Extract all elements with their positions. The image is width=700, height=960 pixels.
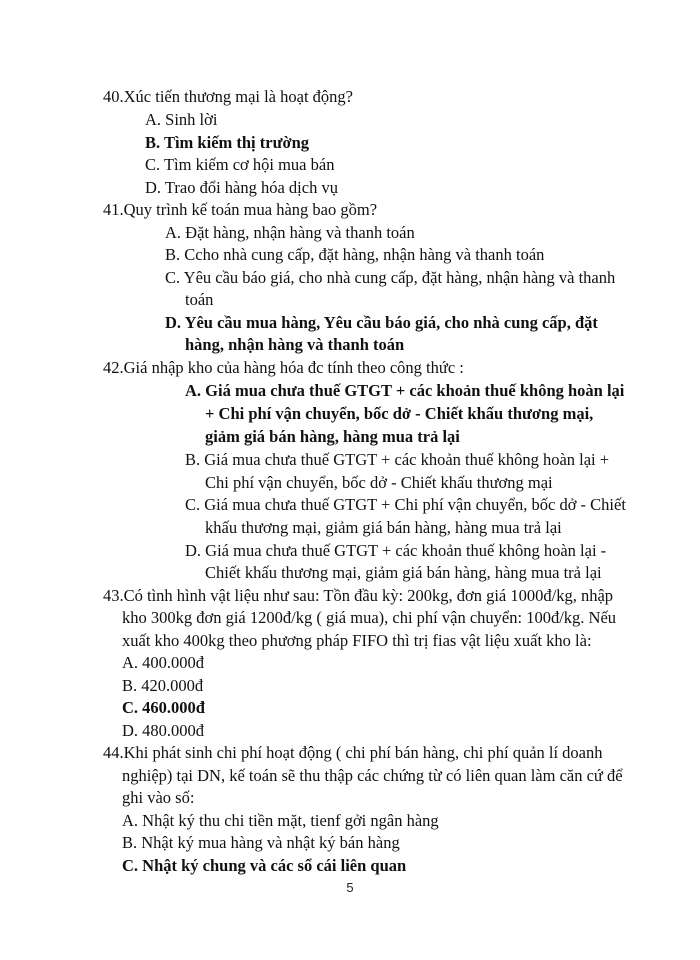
question-43-cont1: kho 300kg đơn giá 1200đ/kg ( giá mua), chi phí vận chuyển: 100đ/kg. Nếu: [122, 608, 617, 627]
question-44-cont2: ghi vào số:: [122, 788, 195, 807]
question-number: 42.: [103, 358, 124, 377]
option-42-c-cont: khấu thương mại, giảm giá bán hàng, hàng mua trả lại: [205, 518, 562, 537]
option-42-b: B. Giá mua chưa thuế GTGT + các khoản thuế không hoàn lại +: [185, 450, 610, 469]
option-42-a-correct: A. Giá mua chưa thuế GTGT + các khoản thuế không hoàn lại: [185, 381, 625, 400]
question-text: Xúc tiến thương mại là hoạt động?: [123, 87, 353, 106]
question-number: 44.: [103, 743, 124, 762]
question-40: [103, 86, 353, 108]
question-text: Quy trình kế toán mua hàng bao gồm?: [123, 200, 378, 219]
option-41-a: A. Đặt hàng, nhận hàng và thanh toán: [165, 223, 415, 242]
option-44-a: A. Nhật ký thu chi tiền mặt, tienf gởi ngân hàng: [122, 811, 439, 830]
question-number: 40.: [103, 87, 124, 106]
option-40-a: A. Sinh lời: [145, 110, 218, 129]
question-44-cont1: nghiệp) tại DN, kế toán sẽ thu thập các chứng từ có liên quan làm căn cứ để: [122, 766, 623, 785]
option-41-d-cont: hàng, nhận hàng và thanh toán: [185, 335, 405, 354]
option-41-d-correct: D. Yêu cầu mua hàng, Yêu cầu báo giá, cho nhà cung cấp, đặt: [165, 313, 598, 332]
page-number: 5: [346, 880, 354, 895]
option-42-a-cont1: + Chi phí vận chuyển, bốc dở - Chiết khấu thương mại,: [205, 404, 594, 423]
option-42-b-cont: Chi phí vận chuyển, bốc dở - Chiết khấu thương mại: [205, 473, 553, 492]
option-41-b: B. Ccho nhà cung cấp, đặt hàng, nhận hàng và thanh toán: [165, 245, 545, 264]
option-41-c-cont: toán: [185, 290, 214, 309]
option-41-c: C. Yêu cầu báo giá, cho nhà cung cấp, đặt hàng, nhận hàng và thanh: [165, 268, 616, 287]
question-text: Khi phát sinh chi phí hoạt động ( chi phí bán hàng, chi phí quản lí doanh: [123, 743, 603, 762]
question-44: [103, 742, 603, 764]
option-43-d: D. 480.000đ: [122, 721, 205, 740]
option-43-b: B. 420.000đ: [122, 676, 204, 695]
option-42-a-cont2: giảm giá bán hàng, hàng mua trả lại: [205, 427, 460, 446]
option-42-c: C. Giá mua chưa thuế GTGT + Chi phí vận chuyển, bốc dở - Chiết: [185, 495, 626, 514]
option-44-b: B. Nhật ký mua hàng và nhật ký bán hàng: [122, 833, 400, 852]
question-text: Giá nhập kho của hàng hóa đc tính theo công thức :: [123, 358, 464, 377]
option-42-d-cont: Chiết khấu thương mại, giảm giá bán hàng, hàng mua trả lại: [205, 563, 602, 582]
option-40-b-correct: B. Tìm kiếm thị trường: [145, 133, 310, 152]
question-43-cont2: xuất kho 400kg theo phương pháp FIFO thì trị fias vật liệu xuất kho là:: [122, 631, 592, 650]
option-43-c-correct: C. 460.000đ: [122, 698, 205, 717]
option-42-d: D. Giá mua chưa thuế GTGT + các khoản thuế không hoàn lại -: [185, 541, 607, 560]
option-40-c: C. Tìm kiếm cơ hội mua bán: [145, 155, 335, 174]
question-41: [103, 199, 377, 221]
option-40-d: D. Trao đổi hàng hóa dịch vụ: [145, 178, 338, 197]
question-number: 41.: [103, 200, 124, 219]
option-44-c-correct: C. Nhật ký chung và các sổ cái liên quan: [122, 856, 407, 875]
question-text: Có tình hình vật liệu như sau: Tồn đầu kỳ: 200kg, đơn giá 1000đ/kg, nhập: [123, 586, 614, 605]
question-number: 43.: [103, 586, 124, 605]
question-42: [103, 357, 464, 379]
question-43: [103, 585, 613, 607]
option-43-a: A. 400.000đ: [122, 653, 205, 672]
